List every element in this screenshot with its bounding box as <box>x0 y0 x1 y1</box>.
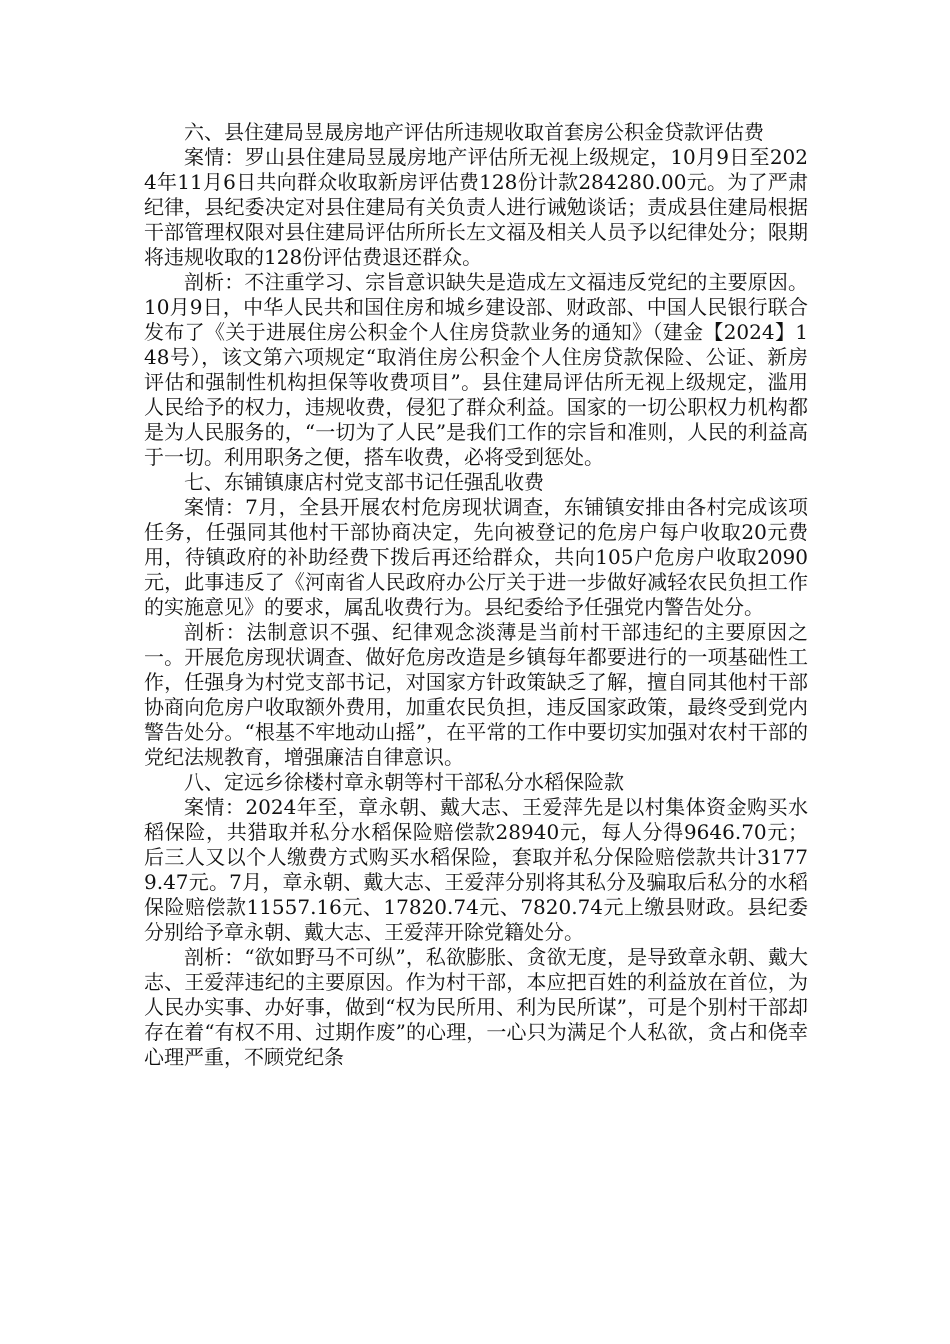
section-7-analysis: 剖析：法制意识不强、纪律观念淡薄是当前村干部违纪的主要原因之一。开展危房现状调查、做好危房改造是乡镇每年都要进行的一项基础性工作，任强身为村党支部书记，对国家方针政策缺乏了解，擅自同其他村干部协商向危房户收取额外费用，加重农民负担，违反国家政策，最终受到党内警告处分。“根基不牢地动山摇”，在平常的工作中要切实加强对农村干部的党纪法规教育，增强廉洁自律意识。 <box>144 620 808 769</box>
section-8-case: 案情：2024年至，章永朝、戴大志、王爱萍先是以村集体资金购买水稻保险，共猎取并私分水稻保险赔偿款28940元，每人分得9646.70元；后三人又以个人缴费方式购买水稻保险，套取并私分保险赔偿款共计31779.47元。7月，章永朝、戴大志、王爱萍分别将其私分及骗取后私分的水稻保险赔偿款11557.16元、17820.74元、7820.74元上缴县财政。县纪委分别给予章永朝、戴大志、王爱萍开除党籍处分。 <box>144 795 808 944</box>
section-6-case: 案情：罗山县住建局昱晟房地产评估所无视上级规定，10月9日至2024年11月6日共向群众收取新房评估费128份计款284280.00元。为了严肃纪律，县纪委决定对县住建局有关负责人进行诫勉谈话；责成县住建局根据干部管理权限对县住建局评估所所长左文福及相关人员予以纪律处分；限期将违规收取的128份评估费退还群众。 <box>144 145 808 269</box>
section-8-heading: 八、定远乡徐楼村章永朝等村干部私分水稻保险款 <box>184 770 624 794</box>
section-7-heading: 七、东铺镇康店村党支部书记任强乱收费 <box>184 470 544 494</box>
document-page <box>144 120 808 1070</box>
section-6-heading: 六、县住建局昱晟房地产评估所违规收取首套房公积金贷款评估费 <box>184 120 764 144</box>
section-7-case: 案情：7月，全县开展农村危房现状调查，东铺镇安排由各村完成该项任务，任强同其他村干部协商决定，先向被登记的危房户每户收取20元费用，待镇政府的补助经费下拨后再还给群众，共向105户危房户收取2090元，此事违反了《河南省人民政府办公厅关于进一步做好减轻农民负担工作的实施意见》的要求，属乱收费行为。县纪委给予任强党内警告处分。 <box>144 495 808 619</box>
section-8-analysis: 剖析：“欲如野马不可纵”，私欲膨胀、贪欲无度，是导致章永朝、戴大志、王爱萍违纪的主要原因。作为村干部，本应把百姓的利益放在首位，为人民办实事、办好事，做到“权为民所用、利为民所谋”，可是个别村干部却存在着“有权不用、过期作废”的心理，一心只为满足个人私欲，贪占和侥幸心理严重，不顾党纪条 <box>144 945 808 1069</box>
section-6-analysis: 剖析：不注重学习、宗旨意识缺失是造成左文福违反党纪的主要原因。10月9日，中华人民共和国住房和城乡建设部、财政部、中国人民银行联合发布了《关于进展住房公积金个人住房贷款业务的通知》（建金【2024】148号），该文第六项规定“取消住房公积金个人住房贷款保险、公证、新房评估和强制性机构担保等收费项目”。县住建局评估所无视上级规定，滥用人民给予的权力，违规收费，侵犯了群众利益。国家的一切公职权力机构都是为人民服务的，“一切为了人民”是我们工作的宗旨和准则，人民的利益高于一切。利用职务之便，搭车收费，必将受到惩处。 <box>144 270 808 469</box>
